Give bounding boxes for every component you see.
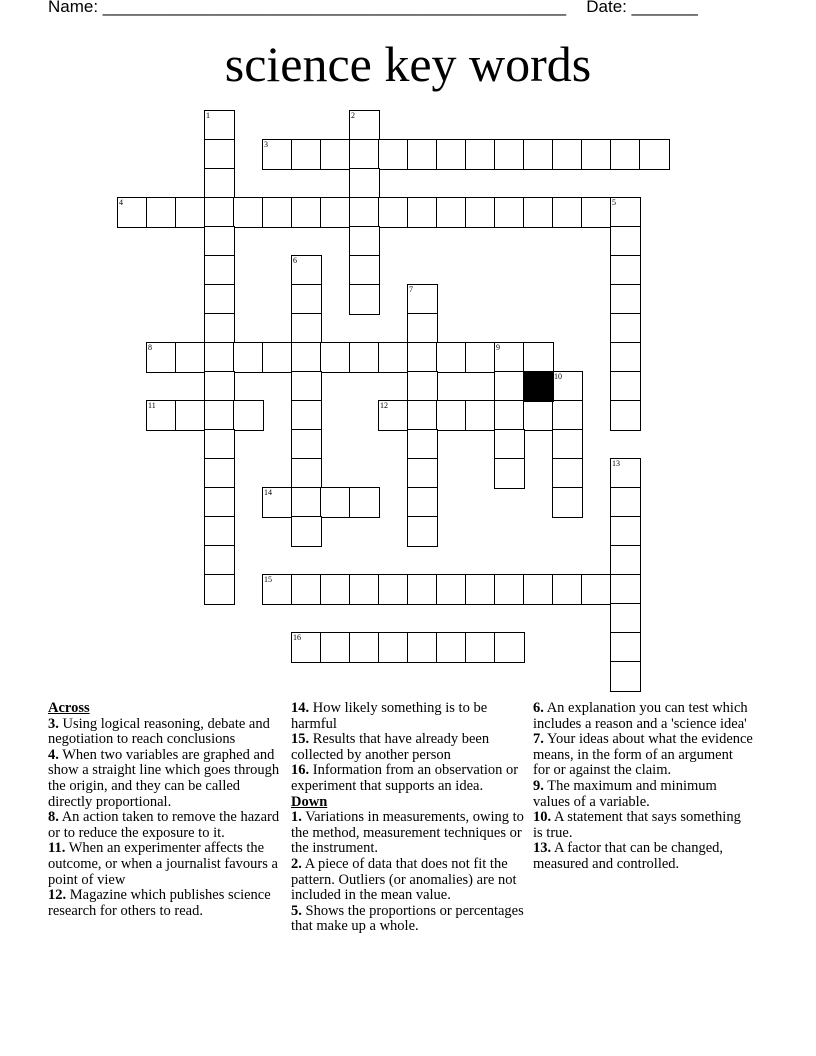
- name-field-label: Name: _________________________________________________: [48, 0, 567, 16]
- down-clue-2: [291, 857, 527, 904]
- clue-number: 12.: [48, 887, 67, 904]
- crossword-cell[interactable]: [233, 400, 264, 431]
- crossword-cell[interactable]: [204, 458, 235, 489]
- clue-number-label: 5: [612, 198, 616, 207]
- crossword-cell[interactable]: [610, 255, 641, 286]
- crossword-cell[interactable]: [436, 574, 467, 605]
- crossword-cell[interactable]: [320, 197, 351, 228]
- clue-number: 15.: [291, 731, 310, 748]
- crossword-cell[interactable]: [610, 139, 641, 170]
- crossword-cell[interactable]: [291, 632, 322, 663]
- crossword-cell[interactable]: [494, 458, 525, 489]
- crossword-cell[interactable]: [465, 574, 496, 605]
- crossword-cell[interactable]: [175, 342, 206, 373]
- crossword-cell[interactable]: [233, 342, 264, 373]
- crossword-cell[interactable]: [291, 342, 322, 373]
- crossword-cell[interactable]: [378, 342, 409, 373]
- crossword-cell[interactable]: [204, 487, 235, 518]
- crossword-cell[interactable]: [610, 487, 641, 518]
- crossword-cell[interactable]: [465, 400, 496, 431]
- clue-number: 8.: [48, 809, 59, 826]
- crossword-cell[interactable]: [552, 400, 583, 431]
- crossword-cell[interactable]: [581, 197, 612, 228]
- clue-number: 3.: [48, 715, 59, 732]
- clue-number: 6.: [533, 700, 544, 716]
- crossword-cell[interactable]: [465, 139, 496, 170]
- crossword-cell[interactable]: [494, 429, 525, 460]
- clue-number-label: 2: [351, 111, 355, 120]
- crossword-cell[interactable]: [407, 139, 438, 170]
- crossword-cell[interactable]: [349, 574, 380, 605]
- crossword-cell[interactable]: [320, 574, 351, 605]
- clue-number-label: 6: [293, 256, 297, 265]
- crossword-cell[interactable]: [204, 139, 235, 170]
- crossword-cell[interactable]: [407, 197, 438, 228]
- across-clue-3: [48, 717, 284, 748]
- crossword-cell[interactable]: [436, 400, 467, 431]
- crossword-cell[interactable]: [262, 197, 293, 228]
- across-heading: Across: [48, 700, 90, 716]
- clue-number-label: 13: [612, 459, 620, 468]
- crossword-cell[interactable]: [407, 284, 438, 315]
- clue-number: 11.: [48, 840, 66, 857]
- crossword-cell[interactable]: [610, 284, 641, 315]
- crossword-cell[interactable]: [349, 110, 380, 141]
- crossword-cell[interactable]: [291, 574, 322, 605]
- clue-text: The maximum and minimum values of a variable.: [533, 777, 717, 810]
- crossword-cell[interactable]: [291, 313, 322, 344]
- clue-number: 5.: [291, 902, 302, 919]
- crossword-cell[interactable]: [436, 197, 467, 228]
- crossword-cell[interactable]: [262, 487, 293, 518]
- clue-number-label: 11: [148, 401, 156, 410]
- crossword-cell[interactable]: [204, 516, 235, 547]
- clue-number: 4.: [48, 746, 59, 763]
- crossword-cell[interactable]: [494, 400, 525, 431]
- clue-number-label: 9: [496, 343, 500, 352]
- down-clue-5: [291, 904, 527, 935]
- clue-text: Your ideas about what the evidence means, in the form of an argument for or against the claim.: [533, 731, 753, 779]
- crossword-cell[interactable]: [204, 197, 235, 228]
- crossword-cell[interactable]: [407, 429, 438, 460]
- crossword-cell[interactable]: [610, 342, 641, 373]
- crossword-cell[interactable]: [262, 342, 293, 373]
- crossword-cell[interactable]: [204, 342, 235, 373]
- clue-number: 13.: [533, 840, 552, 857]
- crossword-cell[interactable]: [146, 342, 177, 373]
- clue-number: 9.: [533, 777, 544, 794]
- clue-text: An explanation you can test which includes a reason and a 'science idea': [533, 700, 748, 732]
- crossword-cell[interactable]: [494, 574, 525, 605]
- crossword-cell[interactable]: [378, 574, 409, 605]
- crossword-cell[interactable]: [552, 139, 583, 170]
- crossword-cell[interactable]: [610, 574, 641, 605]
- crossword-cell[interactable]: [378, 139, 409, 170]
- crossword-cell[interactable]: [552, 487, 583, 518]
- crossword-cell[interactable]: [175, 400, 206, 431]
- crossword-cell[interactable]: [320, 139, 351, 170]
- crossword-cell[interactable]: [523, 342, 554, 373]
- crossword-cell[interactable]: [349, 197, 380, 228]
- crossword-cell[interactable]: [262, 574, 293, 605]
- clue-text: An action taken to remove the hazard or to reduce the exposure to it.: [48, 809, 280, 841]
- crossword-cell[interactable]: [349, 168, 380, 199]
- crossword-cell[interactable]: [610, 371, 641, 402]
- across-clue-8: [48, 810, 284, 841]
- across-clue-4: [48, 748, 284, 810]
- crossword-cell[interactable]: [349, 255, 380, 286]
- crossword-cell[interactable]: [581, 574, 612, 605]
- clue-text: A factor that can be changed, measured and controlled.: [533, 840, 724, 872]
- clue-number-label: 1: [206, 111, 210, 120]
- crossword-cell[interactable]: [204, 574, 235, 605]
- crossword-cell[interactable]: [552, 429, 583, 460]
- crossword-cell[interactable]: [523, 197, 554, 228]
- clue-text: When two variables are graphed and show a straight line which goes through the origin, and they can be called directly proportional.: [48, 746, 280, 810]
- crossword-cell[interactable]: [204, 168, 235, 199]
- crossword-cell[interactable]: [291, 255, 322, 286]
- crossword-cell[interactable]: [581, 139, 612, 170]
- clue-number: 10.: [533, 809, 552, 826]
- crossword-cell[interactable]: [610, 603, 641, 634]
- clue-number: 2.: [291, 855, 302, 872]
- crossword-cell[interactable]: [407, 516, 438, 547]
- crossword-cell[interactable]: [204, 429, 235, 460]
- crossword-cell[interactable]: [407, 487, 438, 518]
- clue-number-label: 15: [264, 575, 272, 584]
- down-clue-1: [291, 810, 527, 857]
- crossword-cell[interactable]: [436, 632, 467, 663]
- crossword-cell[interactable]: [320, 487, 351, 518]
- crossword-cell[interactable]: [610, 197, 641, 228]
- clue-text: Variations in measurements, owing to the method, measurement techniques or the instrument.: [291, 809, 524, 857]
- crossword-cell[interactable]: [523, 574, 554, 605]
- clue-text: How likely something is to be harmful: [291, 700, 488, 732]
- clue-number-label: 4: [119, 198, 123, 207]
- date-field-label: Date: _______: [586, 0, 698, 16]
- crossword-cell[interactable]: [349, 226, 380, 257]
- across-clue-16: [291, 763, 527, 794]
- crossword-cell[interactable]: [175, 197, 206, 228]
- crossword-cell[interactable]: [204, 226, 235, 257]
- crossword-cell[interactable]: [407, 371, 438, 402]
- clue-text: Using logical reasoning, debate and negotiation to reach conclusions: [48, 715, 270, 748]
- clue-number: 1.: [291, 809, 302, 826]
- crossword-block: [523, 371, 554, 402]
- crossword-cell[interactable]: [378, 400, 409, 431]
- crossword-cell[interactable]: [291, 400, 322, 431]
- crossword-cell[interactable]: [494, 371, 525, 402]
- across-clue-15: [291, 732, 527, 763]
- crossword-cell[interactable]: [407, 342, 438, 373]
- clue-column-3: [533, 701, 753, 873]
- crossword-cell[interactable]: [291, 139, 322, 170]
- crossword-cell[interactable]: [291, 284, 322, 315]
- crossword-cell[interactable]: [639, 139, 670, 170]
- clue-number-label: 12: [380, 401, 388, 410]
- crossword-cell[interactable]: [407, 574, 438, 605]
- crossword-cell[interactable]: [610, 458, 641, 489]
- clue-column-2: [291, 701, 527, 935]
- crossword-cell[interactable]: [407, 458, 438, 489]
- crossword-cell[interactable]: [291, 197, 322, 228]
- crossword-cell[interactable]: [523, 139, 554, 170]
- crossword-cell[interactable]: [465, 632, 496, 663]
- crossword-cell[interactable]: [436, 139, 467, 170]
- crossword-cell[interactable]: [204, 255, 235, 286]
- down-clue-10: [533, 810, 753, 841]
- crossword-cell[interactable]: [320, 342, 351, 373]
- crossword-cell[interactable]: [291, 429, 322, 460]
- crossword-cell[interactable]: [610, 516, 641, 547]
- down-clue-6: [533, 701, 753, 732]
- clue-text: Magazine which publishes science research for others to read.: [48, 887, 271, 919]
- clue-number-label: 14: [264, 488, 272, 497]
- clue-number-label: 8: [148, 343, 152, 352]
- crossword-cell[interactable]: [146, 400, 177, 431]
- crossword-cell[interactable]: [349, 342, 380, 373]
- clue-text: Shows the proportions or percentages that make up a whole.: [291, 902, 524, 935]
- clue-number-label: 10: [554, 372, 562, 381]
- clue-column-1: [48, 701, 284, 919]
- crossword-cell[interactable]: [523, 400, 554, 431]
- crossword-cell[interactable]: [610, 400, 641, 431]
- down-clue-7: [533, 732, 753, 779]
- crossword-cell[interactable]: [378, 632, 409, 663]
- crossword-cell[interactable]: [436, 342, 467, 373]
- crossword-cell[interactable]: [204, 313, 235, 344]
- clue-text: A statement that says something is true.: [533, 809, 741, 841]
- crossword-cell[interactable]: [204, 284, 235, 315]
- clue-text: Information from an observation or experiment that supports an idea.: [291, 762, 519, 794]
- crossword-cell[interactable]: [610, 313, 641, 344]
- crossword-cell[interactable]: [610, 632, 641, 663]
- crossword-cell[interactable]: [349, 632, 380, 663]
- clue-text: When an experimenter affects the outcome, or when a journalist favours a point of view: [48, 840, 278, 888]
- crossword-cell[interactable]: [262, 139, 293, 170]
- crossword-cell[interactable]: [610, 661, 641, 692]
- clue-text: A piece of data that does not fit the pattern. Outliers (or anomalies) are not included in the mean value.: [291, 855, 517, 904]
- crossword-cell[interactable]: [320, 632, 351, 663]
- crossword-cell[interactable]: [349, 284, 380, 315]
- crossword-cell[interactable]: [291, 487, 322, 518]
- crossword-cell[interactable]: [465, 342, 496, 373]
- clue-number-label: 7: [409, 285, 413, 294]
- crossword-cell[interactable]: [291, 458, 322, 489]
- crossword-cell[interactable]: [291, 371, 322, 402]
- clue-number: 16.: [291, 762, 310, 779]
- crossword-cell[interactable]: [610, 545, 641, 576]
- crossword-cell[interactable]: [204, 110, 235, 141]
- clue-text: Results that have already been collected by another person: [291, 731, 490, 763]
- crossword-cell[interactable]: [146, 197, 177, 228]
- clue-number: 7.: [533, 731, 544, 748]
- crossword-cell[interactable]: [494, 197, 525, 228]
- down-heading: Down: [291, 793, 328, 810]
- clue-number-label: 16: [293, 633, 301, 642]
- crossword-cell[interactable]: [204, 371, 235, 402]
- page-title: science key words: [224, 36, 592, 92]
- crossword-cell[interactable]: [291, 516, 322, 547]
- crossword-cell[interactable]: [204, 400, 235, 431]
- crossword-cell[interactable]: [494, 342, 525, 373]
- across-clue-14: [291, 701, 527, 732]
- crossword-cell[interactable]: [552, 574, 583, 605]
- across-clue-11: [48, 841, 284, 888]
- crossword-cell[interactable]: [552, 197, 583, 228]
- crossword-cell[interactable]: [407, 400, 438, 431]
- crossword-cell[interactable]: [494, 139, 525, 170]
- across-clue-12: [48, 888, 284, 919]
- crossword-cell[interactable]: [204, 545, 235, 576]
- crossword-cell[interactable]: [117, 197, 148, 228]
- crossword-cell[interactable]: [552, 458, 583, 489]
- clue-number-label: 3: [264, 140, 268, 149]
- clue-number: 14.: [291, 700, 310, 716]
- crossword-cell[interactable]: [349, 487, 380, 518]
- crossword-cell[interactable]: [233, 197, 264, 228]
- down-clue-13: [533, 841, 753, 872]
- crossword-cell[interactable]: [465, 197, 496, 228]
- crossword-cell[interactable]: [407, 632, 438, 663]
- crossword-cell[interactable]: [494, 632, 525, 663]
- crossword-cell[interactable]: [407, 313, 438, 344]
- crossword-cell[interactable]: [378, 197, 409, 228]
- crossword-cell[interactable]: [552, 371, 583, 402]
- crossword-cell[interactable]: [349, 139, 380, 170]
- crossword-cell[interactable]: [610, 226, 641, 257]
- down-clue-9: [533, 779, 753, 810]
